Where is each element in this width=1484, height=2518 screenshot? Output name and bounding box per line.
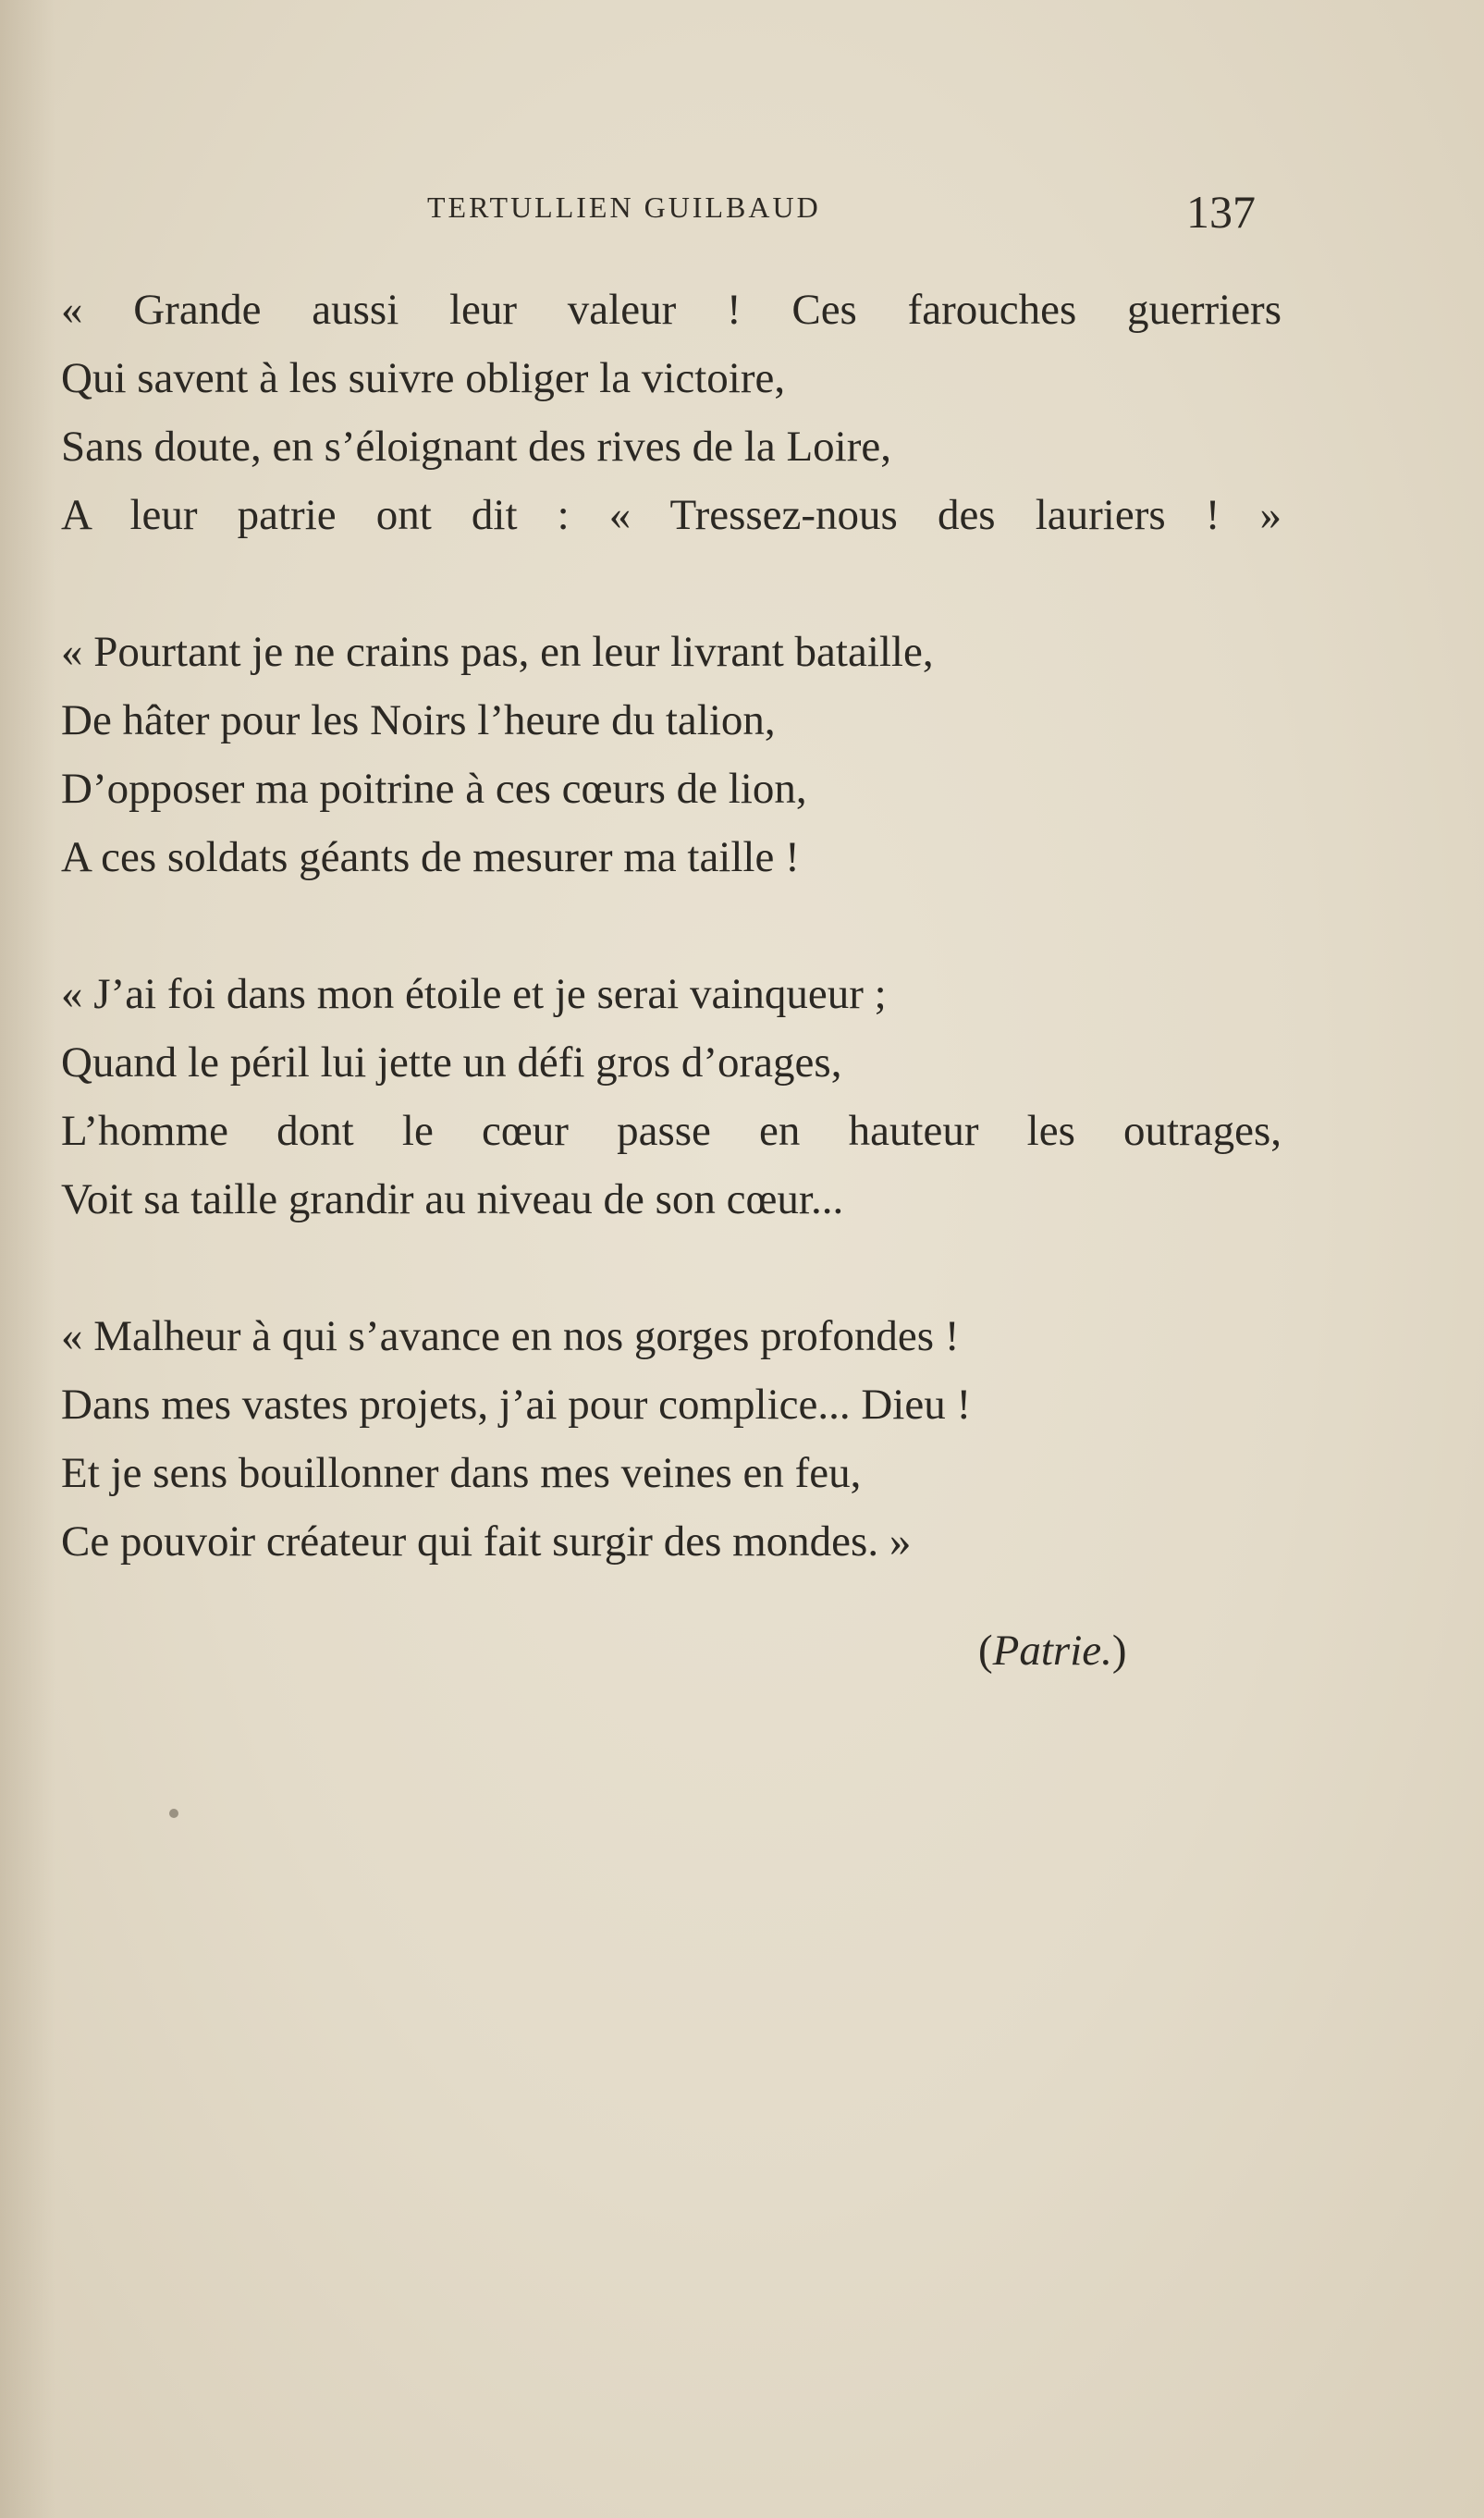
stanza	[61, 960, 1282, 1234]
verse-line: De hâter pour les Noirs l’heure du talion,	[61, 696, 776, 744]
source-open-paren: (	[978, 1627, 993, 1675]
stanza	[61, 1302, 1282, 1576]
verse-line: L’homme dont le cœur passe en hauteur les outrages,	[61, 1107, 1282, 1155]
page-header	[0, 185, 1484, 250]
ink-spot	[169, 1809, 178, 1818]
running-title: TERTULLIEN GUILBAUD	[427, 190, 821, 224]
verse-line: « Grande aussi leur valeur ! Ces farouches guerriers	[61, 286, 1282, 334]
verse-line: D’opposer ma poitrine à ces cœurs de lion,	[61, 765, 807, 813]
verse-line: « J’ai foi dans mon étoile et je serai vainqueur ;	[61, 970, 887, 1018]
verse-line: Quand le péril lui jette un défi gros d’orages,	[61, 1038, 842, 1087]
verse-line: Qui savent à les suivre obliger la victoire,	[61, 354, 786, 402]
source-title: Patrie.	[992, 1627, 1112, 1675]
source-attribution	[978, 1626, 1127, 1676]
page-shadow	[0, 0, 55, 2518]
verse-line: Et je sens bouillonner dans mes veines en feu,	[61, 1449, 862, 1497]
stanza	[61, 276, 1282, 549]
verse-line: Ce pouvoir créateur qui fait surgir des mondes. »	[61, 1517, 912, 1566]
verse-line: Sans doute, en s’éloignant des rives de la Loire,	[61, 423, 891, 471]
verse-line: « Pourtant je ne crains pas, en leur livrant bataille,	[61, 628, 934, 676]
verse-line: A leur patrie ont dit : « Tressez-nous des lauriers ! »	[61, 491, 1282, 539]
page-number: 137	[1186, 186, 1256, 238]
verse-line: Voit sa taille grandir au niveau de son cœur...	[61, 1175, 844, 1223]
stanza	[61, 618, 1282, 891]
verse-line: Dans mes vastes projets, j’ai pour complice... Dieu !	[61, 1381, 972, 1429]
verse-line: « Malheur à qui s’avance en nos gorges profondes !	[61, 1312, 960, 1360]
verse-line: A ces soldats géants de mesurer ma taille !	[61, 833, 800, 881]
source-close-paren: )	[1111, 1627, 1127, 1675]
poem	[61, 276, 1282, 1644]
